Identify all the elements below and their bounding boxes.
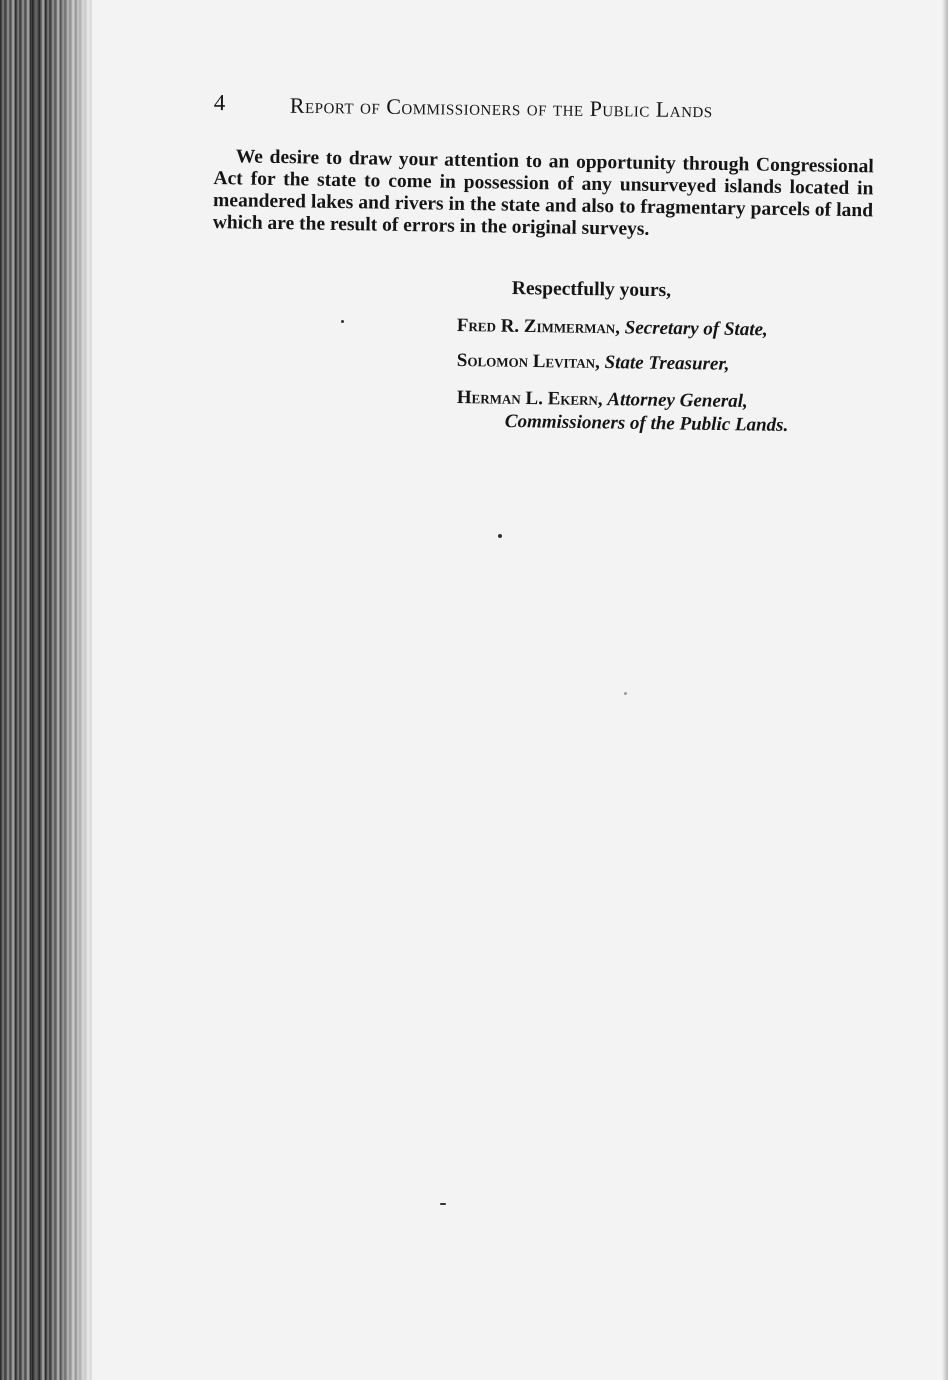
- signatory-name: Herman L. Ekern,: [456, 387, 603, 411]
- signatory-name: Solomon Levitan,: [456, 350, 601, 373]
- page-right-edge: [942, 0, 948, 1380]
- signatory-1: [457, 315, 768, 341]
- commissioners-title: Commissioners of the Public Lands.: [504, 411, 789, 436]
- running-head: Report of Commissioners of the Public Lands: [289, 92, 713, 123]
- signatory-3: [457, 387, 748, 413]
- paper-speck: [440, 1203, 446, 1205]
- signatory-2: [457, 350, 730, 376]
- signatory-title: Attorney General,: [607, 389, 748, 413]
- closing-salutation: Respectfully yours,: [511, 278, 672, 302]
- signatory-title: State Treasurer,: [604, 352, 730, 375]
- paper-speck: [624, 692, 627, 695]
- page-number: 4: [213, 90, 226, 116]
- signatory-title: Secretary of State,: [624, 317, 768, 341]
- paper-speck: [498, 534, 502, 538]
- signatory-name: Fred R. Zimmerman,: [456, 315, 621, 339]
- paper-speck: [341, 320, 344, 323]
- spine-edge: [32, 0, 40, 1380]
- book-spine: [0, 0, 92, 1380]
- body-paragraph: We desire to draw your attention to an opportunity through Congressional Act for the state to come in possession of any unsurveyed islands located in meandered lakes and rivers in the state and also to fragmentary parcels of land which are the result of errors in the original surveys.: [212, 146, 874, 240]
- page-header: [213, 90, 814, 123]
